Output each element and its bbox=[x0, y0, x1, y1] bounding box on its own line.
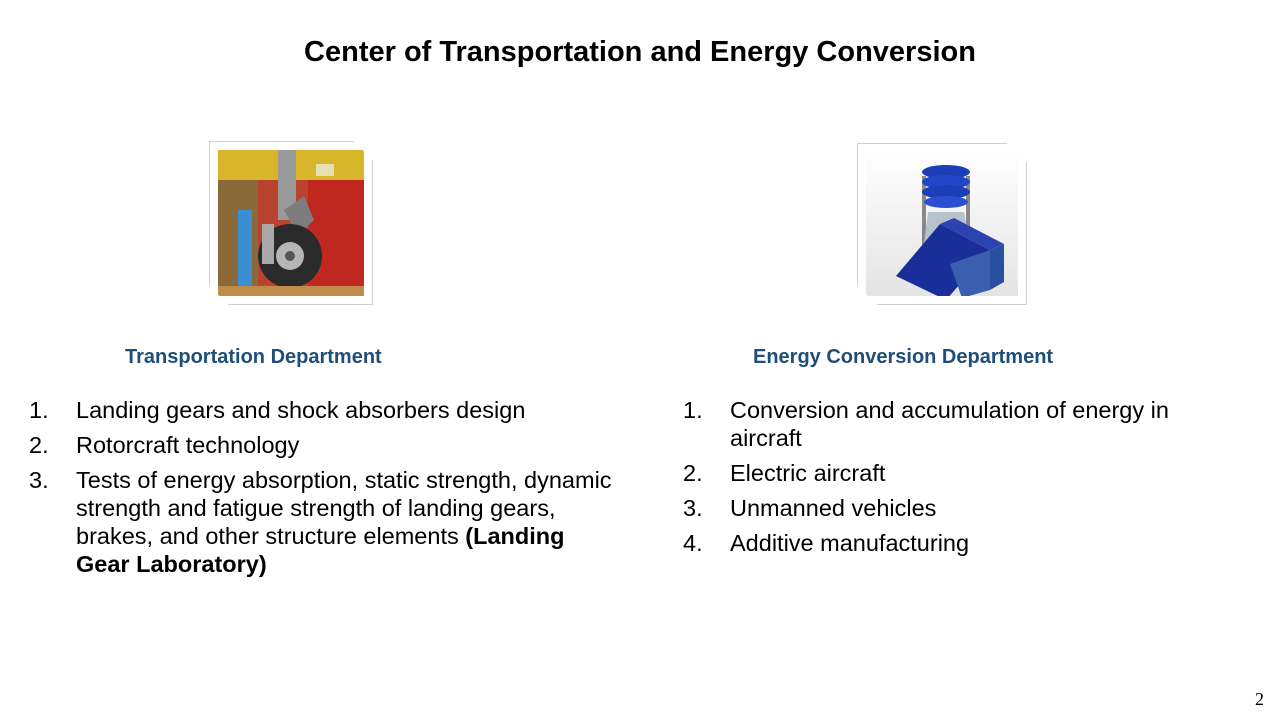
energy-device-render bbox=[857, 143, 1027, 305]
list-text: Unmanned vehicles bbox=[730, 495, 937, 521]
energy-conversion-department-heading: Energy Conversion Department bbox=[753, 346, 1054, 368]
list-text: Additive manufacturing bbox=[730, 530, 970, 556]
list-item bbox=[683, 494, 1243, 522]
list-item bbox=[29, 396, 619, 424]
list-text: Electric aircraft bbox=[730, 460, 886, 486]
energy-device-image bbox=[866, 152, 1018, 296]
list-item bbox=[29, 466, 619, 578]
list-number: 1. bbox=[683, 397, 703, 423]
list-item bbox=[683, 529, 1243, 557]
list-number: 4. bbox=[683, 530, 703, 556]
landing-gear-photo bbox=[209, 141, 373, 305]
list-text: Landing gears and shock absorbers design bbox=[76, 397, 526, 423]
list-number: 2. bbox=[29, 432, 49, 458]
list-number: 3. bbox=[29, 467, 49, 493]
transportation-list bbox=[29, 396, 619, 585]
list-item bbox=[683, 396, 1243, 452]
lab-name: (Landing Gear Laboratory) bbox=[76, 523, 565, 577]
list-text: Tests of energy absorption, static strength, dynamic strength and fatigue strength of landing gears, brakes, and other structure elements bbox=[76, 467, 612, 549]
energy-conversion-list bbox=[683, 396, 1243, 564]
list-item bbox=[683, 459, 1243, 487]
page-number: 2 bbox=[1255, 689, 1264, 709]
list-item bbox=[29, 431, 619, 459]
slide-title: Center of Transportation and Energy Conversion bbox=[304, 36, 976, 68]
list-number: 1. bbox=[29, 397, 49, 423]
transportation-department-heading: Transportation Department bbox=[125, 346, 382, 368]
list-text: Rotorcraft technology bbox=[76, 432, 300, 458]
list-text: Conversion and accumulation of energy in aircraft bbox=[730, 397, 1169, 451]
list-number: 3. bbox=[683, 495, 703, 521]
landing-gear-image bbox=[218, 150, 364, 296]
list-number: 2. bbox=[683, 460, 703, 486]
